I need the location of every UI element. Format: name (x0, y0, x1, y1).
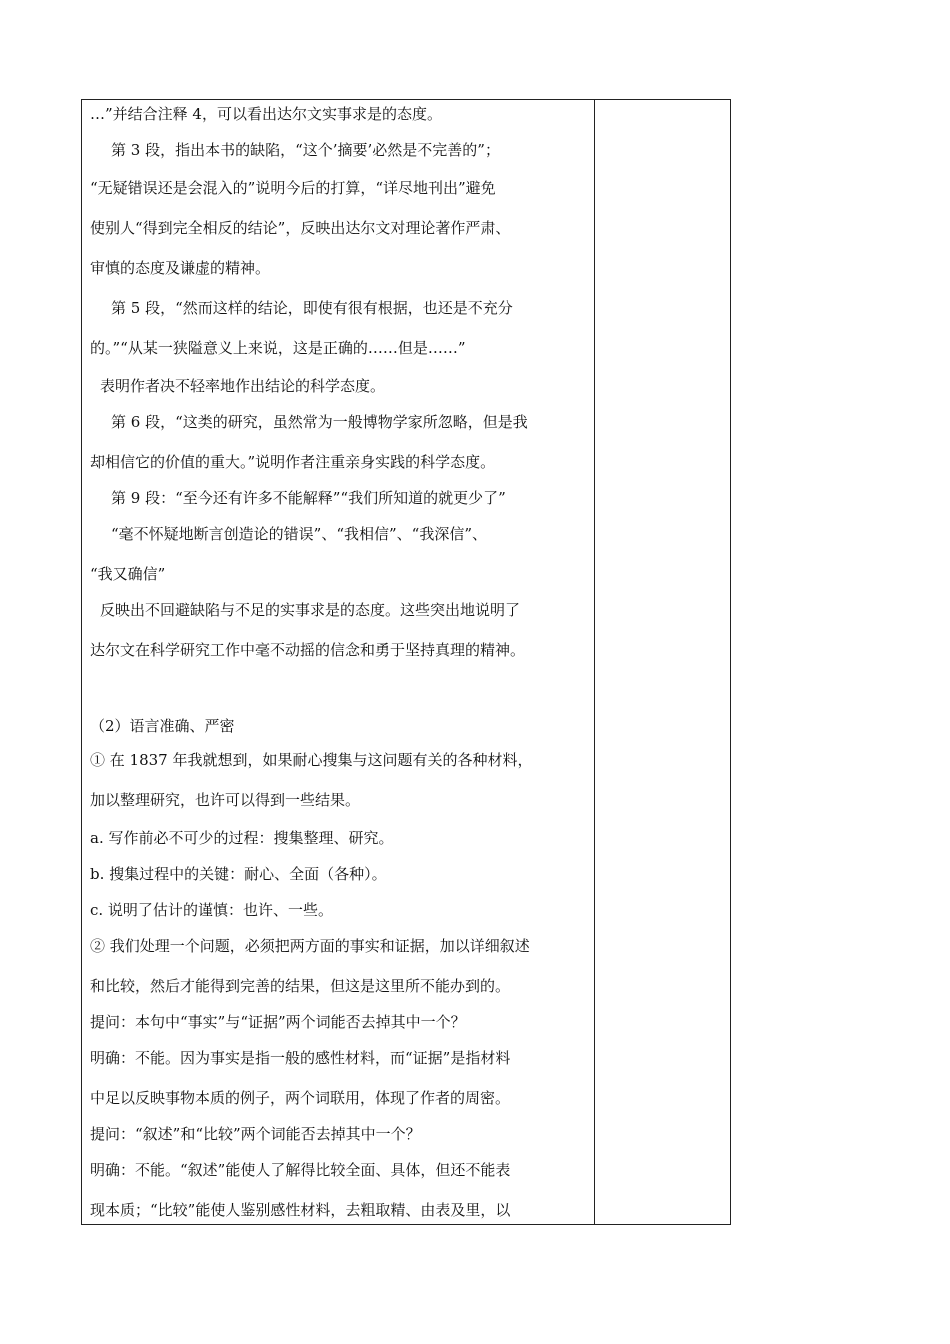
text-line: 第 3 段，指出本书的缺陷，“这个’摘要’必然是不完善的”； (111, 141, 500, 159)
notes-cell (595, 100, 730, 1224)
text-line: 第 6 段，“这类的研究，虽然常为一般博物学家所忽略，但是我 (111, 413, 528, 431)
text-line: 却相信它的价值的重大。”说明作者注重亲身实践的科学态度。 (90, 453, 496, 471)
text-line: 现本质；“比较”能使人鉴别感性材料，去粗取精、由表及里，以 (90, 1201, 511, 1219)
text-line: 表明作者决不轻率地作出结论的科学态度。 (100, 377, 386, 395)
text-line: 的。”“从某一狭隘意义上来说，这是正确的……但是……” (90, 339, 466, 357)
text-line: 和比较，然后才能得到完善的结果，但这是这里所不能办到的。 (90, 977, 511, 995)
text-line: 使别人“得到完全相反的结论”，反映出达尔文对理论著作严肃、 (90, 219, 511, 237)
text-line: ② 我们处理一个问题，必须把两方面的事实和证据，加以详细叙述 (90, 937, 530, 955)
text-line: …”并结合注释 4，可以看出达尔文实事求是的态度。 (90, 105, 442, 123)
text-line: “无疑错误还是会混入的”说明今后的打算，“详尽地刊出”避免 (90, 179, 496, 197)
text-line: 第 9 段：“至今还有许多不能解释”“我们所知道的就更少了” (111, 489, 506, 507)
text-line: 达尔文在科学研究工作中毫不动摇的信念和勇于坚持真理的精神。 (90, 641, 526, 659)
text-line: 中足以反映事物本质的例子，两个词联用，体现了作者的周密。 (90, 1089, 511, 1107)
text-line: 反映出不回避缺陷与不足的实事求是的态度。这些突出地说明了 (100, 601, 521, 619)
text-line: “毫不怀疑地断言创造论的错误”、“我相信”、“我深信”、 (111, 525, 488, 543)
text-line: 明确：不能。“叙述”能使人了解得比较全面、具体，但还不能表 (90, 1161, 511, 1179)
text-line: ① 在 1837 年我就想到，如果耐心搜集与这问题有关的各种材料， (90, 751, 533, 769)
list-item: c. 说明了估计的谨慎：也许、一些。 (90, 901, 333, 919)
list-item: a. 写作前必不可少的过程：搜集整理、研究。 (90, 829, 394, 847)
list-item: b. 搜集过程中的关键：耐心、全面（各种）。 (90, 865, 387, 883)
section-heading: （2）语言准确、严密 (90, 717, 235, 735)
text-line: 提问：“叙述”和“比较”两个词能否去掉其中一个？ (90, 1125, 421, 1143)
text-line: 明确：不能。因为事实是指一般的感性材料，而“证据”是指材料 (90, 1049, 511, 1067)
text-line: 提问：本句中“事实”与“证据”两个词能否去掉其中一个？ (90, 1013, 466, 1031)
text-line: 审慎的态度及谦虚的精神。 (90, 259, 271, 277)
content-table (81, 99, 731, 1225)
main-text-cell (82, 100, 595, 1224)
text-line: “我又确信” (90, 565, 166, 583)
text-line: 加以整理研究，也许可以得到一些结果。 (90, 791, 361, 809)
text-line: 第 5 段，“然而这样的结论，即使有很有根据，也还是不充分 (111, 299, 513, 317)
